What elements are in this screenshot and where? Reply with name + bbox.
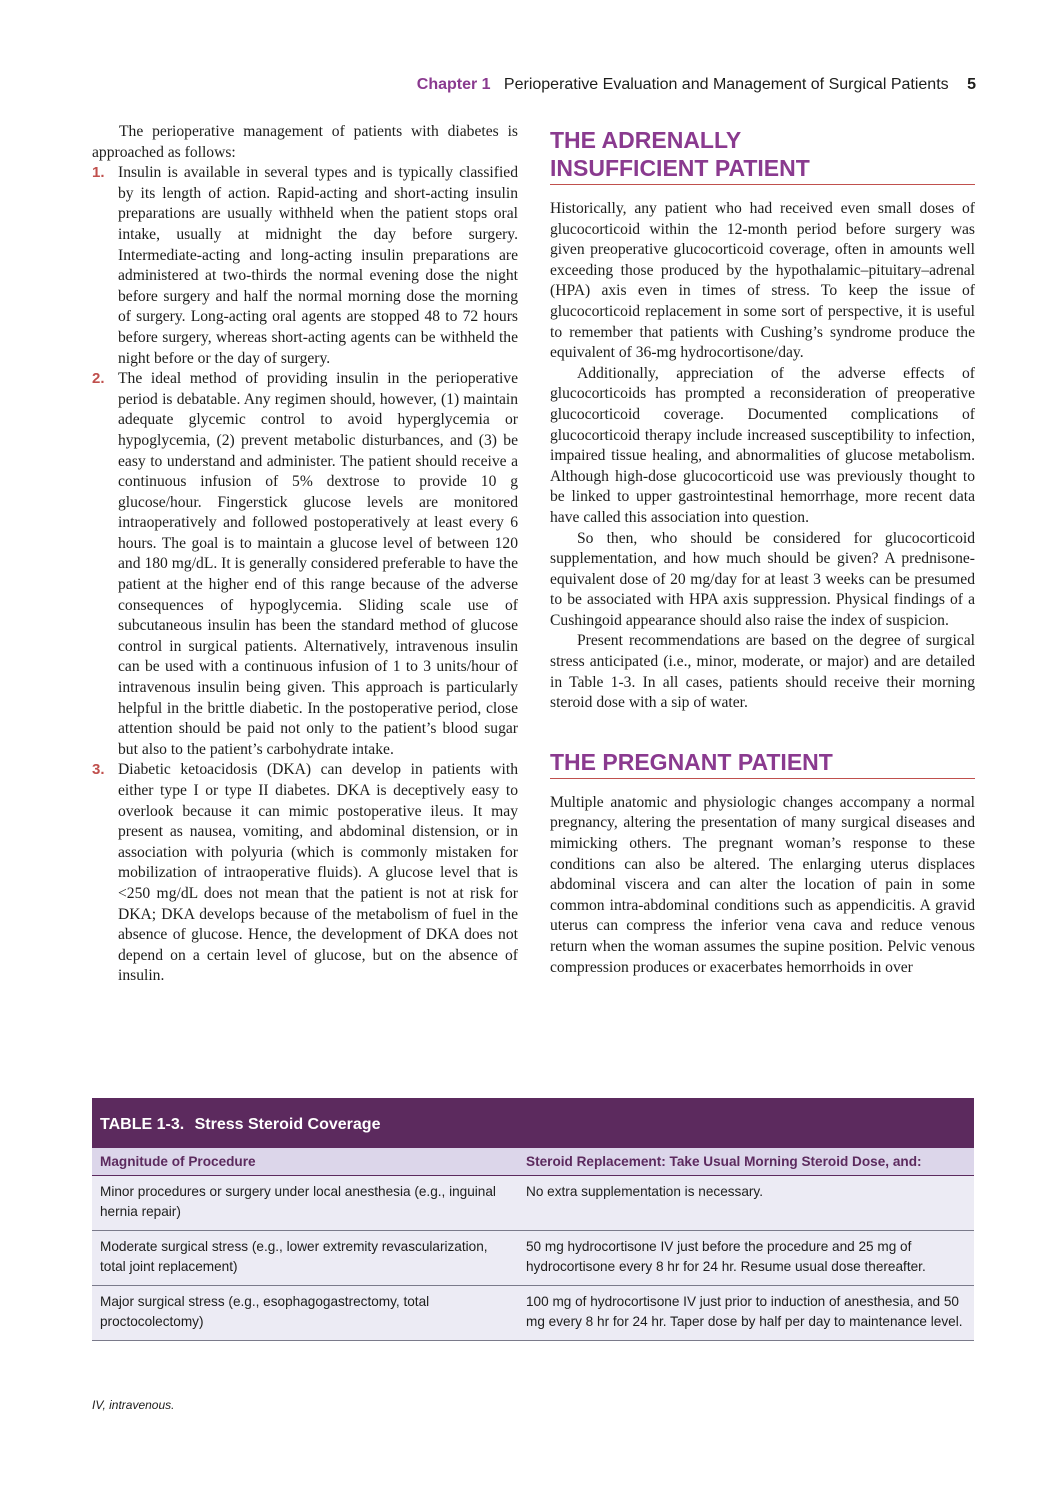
table-title-bar [92,1098,974,1148]
paragraph: Additionally, appreciation of the adverse effects of glucocorticoids has prompted a reconsideration of preoperative glucocorticoid coverage. Documented complications of glucocorticoid therapy include increased susceptibility to infection, impaired tissue healing, and abnormalities of glucose metabolism. Although high-dose glucocorticoid use was previously thought to be linked to upper gastrointestinal hemorrhage, more recent data have called this association into question. [550,364,975,526]
diabetes-list [92,163,518,987]
table-title: Stress Steroid Coverage [194,1116,381,1133]
paragraph: Historically, any patient who had received even small doses of glucocorticoid within the 12-month period before surgery was given preoperative glucocorticoid coverage, often in amounts well exceeding those produced by the hypothalamic–pituitary–adrenal (HPA) axis even in times of stress. To keep the issue of glucocorticoid replacement in some sort of perspective, it is useful to remember that patients with Cushing’s syndrome produce the equivalent of 36-mg hydrocortisone/day. [550,200,975,362]
table [92,1148,974,1341]
table-cell: Moderate surgical stress (e.g., lower extremity revascularization, total joint replacement) [92,1231,518,1286]
list-number: 1. [92,164,105,182]
section-heading-pregnant: THE PREGNANT PATIENT [550,748,975,779]
table-number: TABLE 1-3. [100,1116,185,1133]
paragraph: Present recommendations are based on the degree of surgical stress anticipated (i.e., minor, moderate, or major) and are detailed in Table 1-3. In all cases, patients should receive their morning steroid dose with a sip of water. [550,632,975,712]
table-row [92,1231,974,1286]
column-header: Steroid Replacement: Take Usual Morning Steroid Dose, and: [518,1148,974,1176]
heading-line: THE ADRENALLY [550,127,742,153]
right-column [550,126,975,978]
diabetes-intro: The perioperative management of patients with diabetes is approached as follows: [92,123,518,161]
list-item [92,163,518,369]
table-cell: Major surgical stress (e.g., esophagogastrectomy, total proctocolectomy) [92,1286,518,1341]
section-heading-adrenal [550,126,975,185]
list-item-text: Insulin is available in several types and is typically classified by its length of action. Rapid-acting and short-acting insulin preparations are usually withheld when the patient stops oral intake, usually at midnight the day before surgery. Intermediate-acting and long-acting insulin preparations are administered at two-thirds the normal evening dose the night before surgery and half the normal morning dose the morning of surgery. Long-acting oral agents are stopped 48 to 72 hours before surgery, whereas short-acting agents can be withheld the night before or the day of surgery. [118,164,518,367]
chapter-label: Chapter 1 [416,76,491,93]
list-item [92,369,518,760]
paragraph: So then, who should be considered for glucocorticoid supplementation, and how much should be given? A prednisone-equivalent dose of 20 mg/day for at least 3 weeks can be presumed to be associated with HPA axis suppression. Physical findings of a Cushingoid appearance should also raise the index of suspicion. [550,529,975,629]
column-header: Magnitude of Procedure [92,1148,518,1176]
paragraph: Multiple anatomic and physiologic changes accompany a normal pregnancy, altering the presentation of many surgical diseases and mimicking others. The pregnant woman’s response to these conditions can also be altered. The enlarging uterus displaces abdominal viscera and can alter the location of pain in some common intra-abdominal conditions such as appendicitis. A gravid uterus can compress the inferior vena cava and reduce venous return when the woman assumes the supine position. Pelvic venous compression produces or exacerbates hemorrhoids in over [550,793,975,976]
stress-steroid-table [92,1098,974,1341]
list-number: 2. [92,370,105,388]
list-number: 3. [92,761,105,779]
left-column [92,122,518,987]
table-row [92,1176,974,1231]
list-item-text: Diabetic ketoacidosis (DKA) can develop in patients with either type I or type II diabetes. DKA is deceptively easy to overlook because it can mimic postoperative ileus. It may present as nausea, vomiting, and abdominal distension, or in association with polyuria (which is commonly mistaken for mobilization of intraoperative fluids). A glucose level that is <250 mg/dL does not mean that the patient is not at risk for DKA; DKA develops because of the metabolism of fuel in the absence of glucose. Hence, the development of DKA does not depend on a certain level of glucose, but on the absence of insulin. [118,761,518,985]
list-item [92,760,518,987]
table-cell: 50 mg hydrocortisone IV just before the procedure and 25 mg of hydrocortisone every 8 hr for 24 hr. Resume usual dose thereafter. [518,1231,974,1286]
table-cell: Minor procedures or surgery under local anesthesia (e.g., inguinal hernia repair) [92,1176,518,1231]
table-header-row [92,1148,974,1176]
table-footnote: IV, intravenous. [92,1398,175,1412]
table-row [92,1286,974,1341]
chapter-title: Perioperative Evaluation and Management of Surgical Patients [503,76,949,93]
running-header [0,76,1049,94]
list-item-text: The ideal method of providing insulin in the perioperative period is debatable. Any regimen should, however, (1) maintain adequate glycemic control to avoid hyperglycemia or hypoglycemia, (2) prevent metabolic disturbances, and (3) be easy to understand and administer. The patient should receive a continuous infusion of 5% dextrose to provide 10 g glucose/hour. Fingerstick glucose levels are monitored intraoperatively and followed postoperatively at least every 6 hours. The goal is to maintain a glucose level of between 120 and 180 mg/dL. It is generally considered preferable to have the patient at the higher end of this range because of the adverse consequences of hypoglycemia. Sliding scale use of subcutaneous insulin has been the standard method of glucose control in surgical patients. Alternatively, intravenous insulin can be used with a continuous infusion of 1 to 3 units/hour of intravenous insulin being given. This approach is particularly helpful in the brittle diabetic. In the postoperative period, close attention should be paid not only to the patient’s blood sugar but also to the patient’s carbohydrate intake. [118,370,518,758]
page-number: 5 [967,76,976,93]
heading-line: INSUFFICIENT PATIENT [550,155,810,181]
table-cell: 100 mg of hydrocortisone IV just prior to induction of anesthesia, and 50 mg every 8 hr for 24 hr. Taper dose by half per day to maintenance level. [518,1286,974,1341]
table-cell: No extra supplementation is necessary. [518,1176,974,1231]
